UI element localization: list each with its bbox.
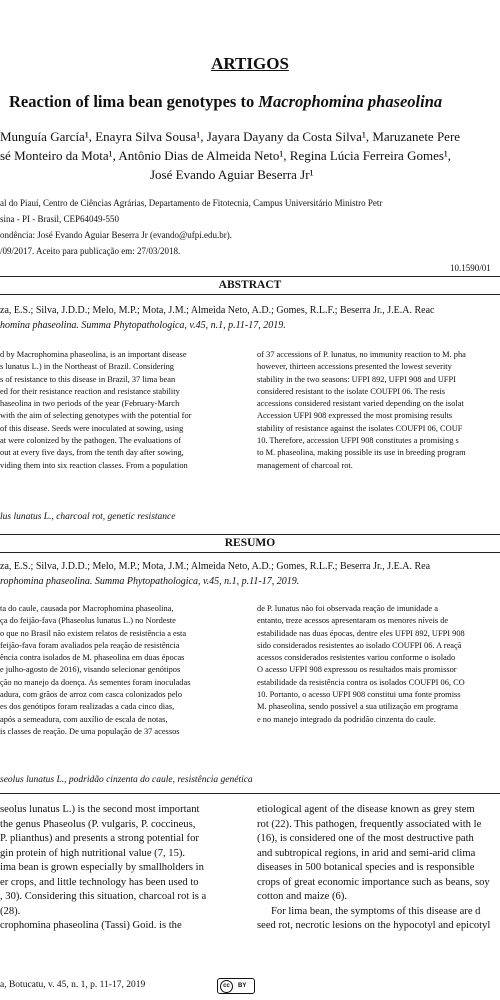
abstract-left-line: of this disease. Seeds were inoculated at sowing, using [0, 423, 184, 433]
resumo-heading: RESUMO [224, 537, 276, 549]
abstract-left-line: s lunatus L.) in the Northeast of Brazil. Considering [0, 362, 174, 372]
resumo-citation-line-1: za, E.S.; Silva, J.D.D.; Melo, M.P.; Mota, J.M.; Almeida Neto, A.D.; Gomes, R.L.F.; Beserra Jr., J.E.A. Rea [0, 561, 431, 572]
resumo-right-line: entanto, treze acessos apresentaram os menores níveis de [257, 616, 449, 626]
resumo-left-line: após a semeadura, com auxílio de escala de notas, [0, 714, 168, 724]
resumo-left-line: is classes de reação. De uma população de 37 acessos [0, 726, 180, 736]
doi: 10.1590/01 [450, 263, 491, 273]
resumo-left-line: ça do feijão-fava (Phaseolus lunatus L.) no Nordeste [0, 616, 176, 626]
authors-line-1: Munguía García¹, Enayra Silva Sousa¹, Jayara Dayany da Costa Silva¹, Maruzanete Pere [0, 129, 461, 144]
abstract-left-line: haseolina in two periods of the year (February-March [0, 399, 180, 409]
abstract-right-line: of 37 accessions of P. lunatus, no immunity reaction to M. pha [257, 350, 466, 359]
resumo-right-line: de P. lunatus não foi observada reação de imunidade a [257, 604, 438, 613]
journal-footer: a, Botucatu, v. 45, n. 1, p. 11-17, 2019 [0, 980, 146, 990]
resumo-right-line: estabilidade da resistência contra os isolados COUFPI 06, CO [257, 677, 465, 687]
abstract-keywords-text: lus lunatus L., charcoal rot, genetic resistance [0, 512, 176, 522]
abstract-right-line: stability of resistance against the isolates COUFPI 06, COUF [257, 423, 463, 433]
abstract-citation-line-1: za, E.S.; Silva, J.D.D.; Melo, M.P.; Mota, J.M.; Almeida Neto, A.D.; Gomes, R.L.F.; Beserra Jr., J.E.A. Reac [0, 305, 435, 316]
resumo-right-line: estabilidade nas duas épocas, dentre eles UFPI 892, UFPI 908 [257, 628, 465, 638]
intro-left-line: P. plianthus) and presents a strong potential for [0, 833, 199, 844]
header-rule [0, 276, 500, 277]
intro-right-line: (16), is considered one of the most destructive path [257, 833, 474, 844]
article-title-plain: Reaction of lima bean genotypes to [9, 92, 259, 111]
resumo-right-line: sido considerados resistentes ao isolado COUFPI 06. A reaçã [257, 640, 462, 650]
resumo-top-rule [0, 534, 500, 535]
intro-left-line: ima bean is grown especially by smallholders in [0, 862, 204, 873]
cc-icon: cc [220, 980, 233, 993]
abstract-citation-line-2 [0, 319, 286, 333]
abstract-left-line: s of resistance to this disease in Brazil, 37 lima bean [0, 374, 176, 384]
resumo-citation-line-2 [0, 575, 299, 589]
abstract-right-line: stability in the two seasons: UFPI 892, UFPI 908 and UFPI [257, 374, 456, 384]
intro-right-line: rot (22). This pathogen, frequently associated with le [257, 818, 482, 830]
resumo-bottom-rule [0, 793, 500, 794]
resumo-right-line: e no manejo integrado da podridão cinzenta do caule. [257, 714, 436, 724]
abstract-left-column [0, 349, 245, 472]
resumo-left-line: es dos genótipos foram realizadas a cada cinco dias, [0, 702, 175, 712]
resumo-keywords-text: seolus lunatus L., podridão cinzenta do caule, resistência genética [0, 775, 253, 785]
resumo-right-line: O acesso UFPI 908 expressou os resultados mais promissor [257, 665, 457, 675]
abstract-keywords [0, 512, 175, 522]
cc-by-license-icon [217, 978, 255, 994]
abstract-right-line: 10. Therefore, accession UFPI 908 constitutes a promising s [257, 436, 459, 446]
abstract-left-line: ed for their resistance reaction and resistance stability [0, 386, 180, 396]
intro-right-line: seed rot, necrotic lesions on the hypocotyl and epicotyl [257, 920, 491, 931]
resumo-heading-rule [0, 552, 500, 553]
intro-right-line: and subtropical regions, in arid and semi-arid clima [257, 847, 476, 859]
abstract-right-line: management of charcoal rot. [257, 460, 353, 470]
abstract-left-line: out at every five days, from the tenth day after sowing, [0, 448, 184, 458]
by-label: BY [238, 983, 247, 989]
abstract-right-column [257, 349, 500, 472]
intro-left-line: gin protein of high nutritional value (7, 15). [0, 847, 186, 859]
authors-line-3: José Evando Aguiar Beserra Jr¹ [150, 167, 314, 182]
intro-left-column [0, 803, 250, 934]
resumo-right-column [257, 603, 500, 726]
intro-right-line: diseases in 500 botanical species and is responsible [257, 862, 475, 873]
article-title-italic: Macrophomina phaseolina [258, 92, 443, 111]
resumo-left-line: e julho-agosto de 2016), visando selecionar genótipos [0, 665, 181, 675]
resumo-left-line: feijão-fava foram avaliados pela reação de resistência [0, 640, 180, 650]
intro-right-line: cotton and maize (6). [257, 891, 348, 902]
abstract-right-line: to M. phaseolina, making possible its use in breeding program [257, 448, 466, 458]
abstract-right-line: accessions considered resistant varied depending on the isolat [257, 399, 464, 409]
abstract-left-line: viding them into six reaction classes. From a population [0, 460, 188, 470]
resumo-left-line: adura, com grãos de arroz com casca colonizados pelo [0, 690, 183, 700]
abstract-right-line: however, thirteen accessions presented the lowest severity [257, 362, 452, 372]
affiliation-line-3: ondência: José Evando Aguiar Beserra Jr (evando@ufpi.edu.br). [0, 230, 232, 240]
resumo-right-line: M. phaseolina, sendo possível a sua utilização em programa [257, 702, 458, 712]
intro-right-line: For lima bean, the symptoms of this disease are d [271, 905, 481, 917]
resumo-left-line: o que no Brasil não existem relatos de resistência a esta [0, 628, 187, 638]
abstract-citation-text: homina phaseolina. Summa Phytopathologica, v.45, n.1, p.11-17, 2019. [0, 320, 286, 331]
affiliation-line-2: sina - PI - Brasil, CEP64049-550 [0, 214, 119, 224]
resumo-left-line: ção no manejo da doença. As sementes foram inoculadas [0, 677, 191, 687]
affiliation-line-4: /09/2017. Aceito para publicação em: 27/03/2018. [0, 246, 181, 256]
abstract-left-line: with the aim of selecting genotypes with the potential for [0, 411, 192, 421]
section-heading: ARTIGOS [211, 54, 289, 73]
article-title [9, 92, 442, 112]
intro-left-line: seolus lunatus L.) is the second most important [0, 804, 200, 815]
resumo-left-column [0, 603, 245, 738]
intro-left-line: , 30). Considering this situation, charcoal rot is a [0, 891, 207, 902]
abstract-left-line: at were colonized by the pathogen. The evaluations of [0, 436, 182, 446]
intro-right-line: etiological agent of the disease known as grey stem [257, 804, 475, 815]
authors-line-2: sé Monteiro da Mota¹, Antônio Dias de Almeida Neto¹, Regina Lúcia Ferreira Gomes¹, [0, 148, 452, 163]
intro-right-line: crops of great economic importance such as beans, soy [257, 876, 490, 888]
intro-left-line: the genus Phaseolus (P. vulgaris, P. coccineus, [0, 818, 196, 830]
intro-left-line: crophomina phaseolina (Tassi) Goid. is the [0, 920, 182, 931]
resumo-citation-text: rophomina phaseolina. Summa Phytopathologica, v.45, n.1, p.11-17, 2019. [0, 576, 300, 587]
abstract-heading-rule [0, 294, 500, 295]
resumo-keywords [0, 775, 253, 785]
intro-right-column [257, 803, 500, 934]
resumo-right-line: 10. Portanto, o acesso UFPI 908 constitui uma fonte promiss [257, 690, 461, 700]
affiliation-line-1: al do Piauí, Centro de Ciências Agrárias, Departamento de Fitotecnia, Campus Universitário Ministro Petr [0, 198, 383, 208]
abstract-right-line: considered resistant to the isolate COUFPI 06. The resis [257, 386, 446, 396]
intro-left-line: er crops, and little technology has been used to [0, 876, 199, 888]
abstract-right-line: Accession UFPI 908 expressed the most promising results [257, 411, 453, 421]
intro-left-line: (28). [0, 905, 21, 917]
abstract-heading: ABSTRACT [218, 279, 282, 291]
resumo-right-line: acessos considerados resistentes variou conforme o isolado [257, 653, 456, 663]
resumo-left-line: ência contra isolados de M. phaseolina em duas épocas [0, 653, 185, 663]
abstract-left-line: d by Macrophomina phaseolina, is an important disease [0, 350, 187, 359]
resumo-left-line: ta do caule, causada por Macrophomina phaseolina, [0, 604, 174, 613]
